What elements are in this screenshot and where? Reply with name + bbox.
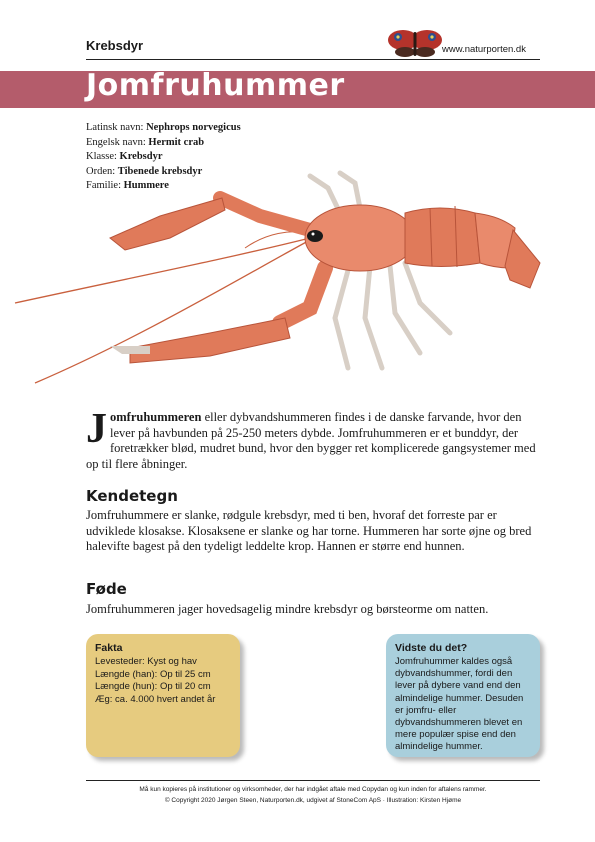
intro-text: eller dybvandshummeren findes i de danske farvande, hvor den lever på havbunden på 25-250 meters dybde. Jomfruhummeren er et bunddyr, der foretrækker blød, mudret bund, hvor den bygger ret komplicerede gangsystemer med op til flere åbninger. [86, 410, 536, 471]
paragraph-kendetegn: Jomfruhummere er slanke, rødgule krebsdyr, med ti ben, hvoraf det forreste par er udviklede klosakse. Klosaksene er slanke og har torne. Hummeren har sorte øjne og bred halevifte bagest på den tydeligt leddelte krop. Hannen er større end hunnen. [86, 508, 532, 553]
fact-order: Orden: Tibenede krebsdyr [86, 165, 203, 177]
footer-divider [86, 780, 540, 781]
intro-bold: omfruhummeren [110, 410, 202, 424]
vidste-text: Jomfruhummer kaldes også dybvandshummer, fordi den lever på dybere vand end den almindelige hummer. Desuden er jomfru- eller dybvandshummeren blevet en mere populær spise end den almindelige hummer. [395, 656, 524, 753]
fakta-line: Længde (han): Op til 25 cm [95, 668, 211, 680]
fakta-title: Fakta [95, 642, 123, 654]
fact-family: Familie: Hummere [86, 180, 169, 191]
category-label: Krebsdyr [86, 38, 144, 53]
fakta-box [86, 634, 240, 757]
lobster-illustration [10, 168, 550, 390]
vidste-box [386, 634, 540, 757]
fact-english: Engelsk navn: Hermit crab [86, 136, 205, 148]
footer-license: Må kun kopieres på institutioner og virksomheder, der har indgået aftale med Copydan og kun inden for aftalens rammer. [139, 786, 487, 793]
page-header [86, 36, 540, 60]
vidste-title: Vidste du det? [395, 642, 468, 654]
heading-fode: Føde [86, 580, 127, 598]
page-title: Jomfruhummer [86, 68, 345, 103]
drop-cap: J [86, 406, 107, 452]
butterfly-logo-icon [386, 28, 444, 58]
fakta-line: Levesteder: Kyst og hav [95, 656, 197, 667]
fact-latin: Latinsk navn: Nephrops norvegicus [86, 122, 241, 133]
fakta-line: Længde (hun): Op til 20 cm [95, 681, 211, 692]
fact-class: Klasse: Krebsdyr [86, 151, 163, 162]
paragraph-fode: Jomfruhummeren jager hovedsagelig mindre krebsdyr og børsteorme om natten. [86, 602, 489, 616]
site-url: www.naturporten.dk [442, 44, 526, 55]
footer-copyright: © Copyright 2020 Jørgen Steen, Naturporten.dk, udgivet af StoneCom ApS · Illustration: Kirsten Hjøme [164, 797, 462, 804]
header-divider [86, 59, 540, 60]
heading-kendetegn: Kendetegn [86, 487, 178, 505]
fakta-line: Æg: ca. 4.000 hvert andet år [95, 693, 216, 705]
intro-paragraph [86, 406, 540, 472]
